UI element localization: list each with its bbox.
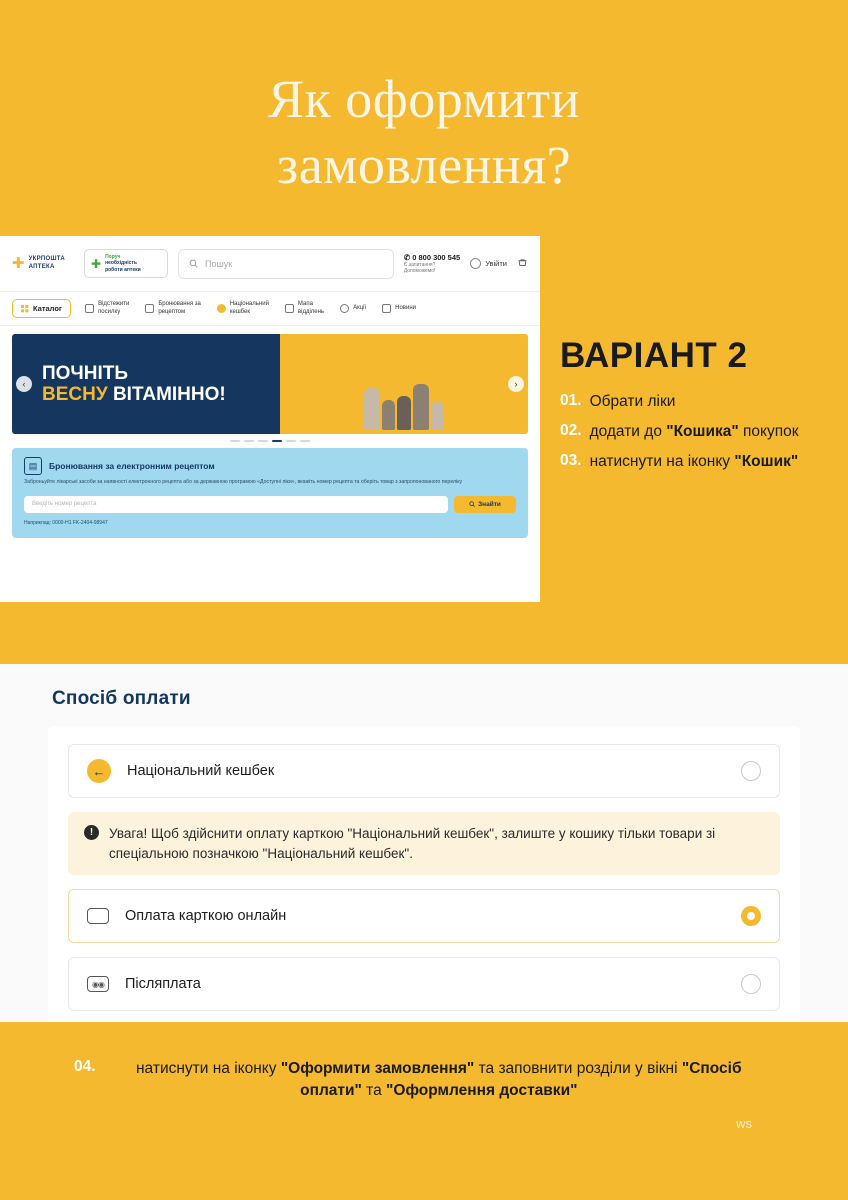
footer-text-a: натиснути на іконку: [136, 1060, 281, 1077]
step-text: додати до: [589, 423, 667, 441]
payment-radio-cashback[interactable]: [741, 761, 761, 781]
step-number: 02.: [560, 422, 582, 440]
search-icon: [469, 501, 475, 507]
hero-banner[interactable]: [12, 334, 528, 434]
nav-item-track[interactable]: [85, 301, 129, 317]
reservation-description: Заброньуйте лікарські засоби за наявності електронного рецепта або за державною програмою «Доступні ліки», вкажіть номер рецепта та оберіть товар з запропонованого переліку: [24, 479, 463, 485]
payment-option-label: Післяплата: [125, 976, 201, 993]
track-icon: [85, 304, 94, 313]
banner-dot[interactable]: [230, 440, 240, 442]
map-icon: [285, 304, 294, 313]
page-title-line1: Як оформити: [268, 69, 580, 130]
support-phone[interactable]: [404, 253, 460, 275]
variant-step-3: [560, 452, 840, 472]
login-label: Увійти: [485, 259, 507, 268]
cross-icon: ✚: [12, 255, 25, 272]
banner-dots[interactable]: [0, 440, 540, 442]
cart-icon: [517, 258, 528, 269]
banner-dot[interactable]: [300, 440, 310, 442]
spacer-band: [0, 602, 848, 664]
search-placeholder: Пошук: [205, 258, 233, 269]
nav-item-cashback[interactable]: [217, 301, 269, 317]
watermark: ws: [736, 1116, 752, 1131]
prescription-icon: [145, 304, 154, 313]
variant-panel: [560, 336, 840, 482]
catalog-label: Каталог: [33, 304, 63, 313]
site-screenshot: [0, 236, 540, 602]
nav-track-l1: Відстежити: [98, 300, 130, 307]
payment-option-label: Оплата карткою онлайн: [125, 908, 287, 925]
grid-icon: [21, 305, 29, 313]
footer-text-b: та заповнити розділи у вікні: [474, 1060, 682, 1077]
sale-icon: [340, 304, 349, 313]
nav-item-news[interactable]: [382, 304, 416, 313]
banner-next-button[interactable]: ›: [508, 376, 524, 392]
payment-section: [0, 664, 848, 1022]
prescription-number-input[interactable]: [24, 496, 448, 513]
banner-dot[interactable]: [258, 440, 268, 442]
promo-line3: роботи аптеки: [105, 266, 141, 273]
step-bold: "Кошик": [734, 453, 799, 471]
login-button[interactable]: [470, 258, 507, 269]
phone-sub2: Допоможемо!: [403, 268, 436, 275]
site-nav: [0, 292, 540, 326]
nav-item-sales[interactable]: [340, 304, 366, 313]
family-illustration: [364, 384, 444, 430]
footer-step-number: 04.: [74, 1058, 96, 1075]
payment-radio-card[interactable]: [741, 906, 761, 926]
footer-step: [74, 1058, 774, 1101]
prescription-reservation-block: [12, 448, 528, 538]
banner-dot[interactable]: [286, 440, 296, 442]
catalog-button[interactable]: [12, 299, 71, 318]
cashback-icon: [217, 304, 226, 313]
footer-bold-a: "Оформити замовлення": [280, 1060, 475, 1077]
payment-option-cashback[interactable]: [68, 744, 780, 798]
banner-line1: ПОЧНІТЬ: [42, 362, 129, 384]
cashback-coin-icon: ←: [87, 759, 111, 783]
step-tail: покупок: [738, 423, 799, 441]
cash-box-icon: ◉◉: [87, 976, 109, 992]
nav-item-prescription[interactable]: [145, 301, 201, 317]
promo-line1: Поруч: [105, 253, 121, 260]
middle-section: [0, 236, 848, 602]
cart-button[interactable]: [517, 258, 528, 269]
reservation-note: Наприклад: 0000-H1 FK-2404-98947: [24, 519, 108, 526]
search-input[interactable]: [178, 249, 394, 279]
step-number: 01.: [560, 392, 582, 409]
phone-number: 0 800 300 545: [412, 252, 461, 262]
news-icon: [382, 304, 391, 313]
find-button[interactable]: [454, 496, 516, 513]
step-text: Обрати ліки: [589, 393, 676, 410]
step-bold: "Кошика": [666, 423, 739, 441]
footer-bold-c: "Оформлення доставки": [386, 1081, 578, 1099]
hero-banner-text: [12, 334, 280, 434]
variant-step-2: [560, 422, 840, 442]
banner-prev-button[interactable]: ‹: [16, 376, 32, 392]
find-button-label: Знайти: [478, 500, 501, 508]
variant-heading: ВАРІАНТ 2: [560, 336, 748, 375]
page-title-line2: замовлення?: [276, 135, 572, 195]
credit-card-icon: [87, 908, 109, 924]
prescription-input-placeholder: Введіть номер рецепта: [32, 501, 97, 508]
banner-line2b: ВІТАМІННО!: [112, 384, 226, 405]
nav-track-l2: посилку: [98, 308, 121, 315]
logo-text-line2: АПТЕКА: [28, 263, 55, 270]
footer-text-c: та: [361, 1081, 387, 1099]
page-title: [268, 67, 580, 199]
nav-presc-l2: рецептом: [158, 308, 186, 315]
payment-option-label: Національний кешбек: [127, 763, 275, 779]
document-icon: ▤: [24, 457, 42, 475]
footer-band: [0, 1022, 848, 1200]
banner-dot-active[interactable]: [272, 440, 282, 442]
phone-icon: ✆: [403, 252, 411, 262]
banner-dot[interactable]: [244, 440, 254, 442]
reservation-title: Бронювання за електронним рецептом: [49, 461, 215, 471]
green-cross-icon: ✚: [91, 256, 102, 271]
page-title-band: [0, 0, 848, 236]
nav-news-l1: Новини: [395, 304, 417, 311]
step-text: натиснути на іконку: [589, 453, 735, 471]
logo-text-line1: УКРПОШТА: [28, 256, 66, 262]
payment-radio-cod[interactable]: [741, 974, 761, 994]
payment-title: Спосіб оплати: [52, 688, 191, 709]
user-icon: [470, 258, 481, 269]
payment-notice: [68, 812, 780, 875]
phone-sub1: Є запитання?: [403, 261, 436, 268]
nav-cash-l2: кешбек: [229, 308, 251, 315]
payment-card: [48, 726, 800, 1047]
nav-sale-l1: Акції: [353, 304, 367, 311]
banner-line2a: ВЕСНУ: [42, 384, 108, 405]
nav-item-map[interactable]: [285, 301, 324, 317]
payment-option-cod[interactable]: [68, 957, 780, 1011]
payment-notice-text: Увага! Щоб здійснити оплату карткою "Національний кешбек", залиште у кошику тільки товари зі спеціальною позначкою "Національний кешбек".: [109, 826, 716, 861]
step-number: 03.: [560, 452, 582, 470]
footer-bold-b: "Спосіб оплати": [300, 1060, 742, 1099]
search-icon: [189, 259, 198, 268]
nav-map-l2: відділень: [297, 308, 325, 315]
logo[interactable]: [12, 256, 74, 271]
hero-banner-image: [280, 334, 528, 434]
nav-presc-l1: Бронювання за: [158, 300, 201, 307]
promo-line2: необхідність: [105, 260, 137, 267]
variant-step-1: [560, 392, 840, 412]
info-icon: !: [84, 825, 99, 840]
payment-option-card[interactable]: [68, 889, 780, 943]
site-header: [0, 236, 540, 292]
promo-banner[interactable]: [84, 249, 168, 279]
nav-map-l1: Мапа: [297, 300, 313, 307]
nav-cash-l1: Національний: [229, 300, 269, 307]
